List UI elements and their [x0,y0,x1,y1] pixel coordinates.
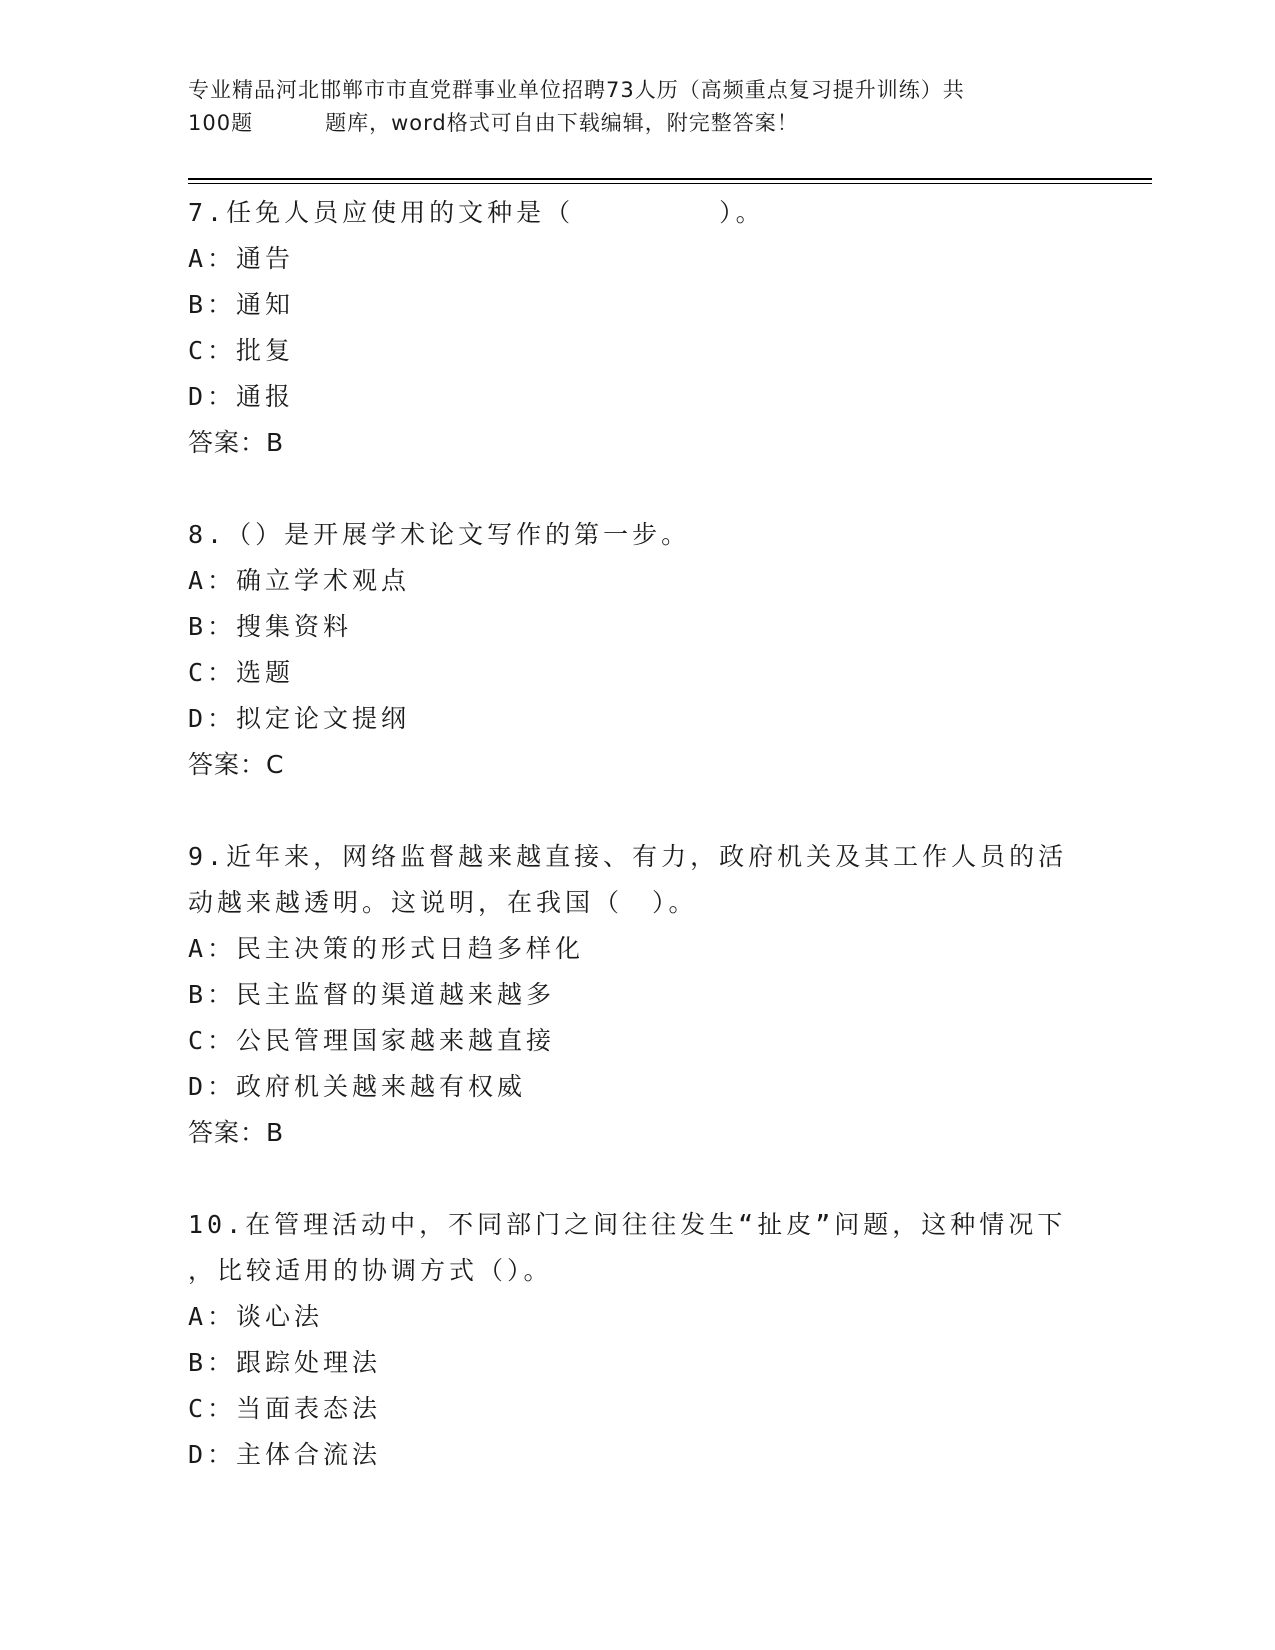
option-d: D：拟定论文提纲 [188,704,411,733]
option-b: B：搜集资料 [188,612,353,641]
header-description: 题库，word格式可自由下载编辑，附完整答案！ [325,111,799,135]
option-b: B：通知 [188,290,295,319]
question-stem: 10.在管理活动中，不同部门之间往往发生“扯皮”问题，这种情况下 [188,1210,1067,1239]
header-divider-thick [188,178,1152,180]
option-a: A：通告 [188,244,295,273]
question-stem: 9.近年来，网络监督越来越直接、有力，政府机关及其工作人员的活 [188,842,1068,871]
question-10 [188,1202,1088,1478]
header-line-1: 专业精品河北邯郸市市直党群事业单位招聘73人历（高频重点复习提升训练）共 [188,78,965,102]
answer: 答案：B [188,428,285,457]
option-c: C：批复 [188,336,295,365]
option-b: B：跟踪处理法 [188,1348,382,1377]
header-line-2 [188,107,1088,140]
option-a: A：确立学术观点 [188,566,411,595]
question-stem-continued: ，比较适用的协调方式（）。 [188,1256,553,1285]
option-d: D：政府机关越来越有权威 [188,1072,527,1101]
header-divider-thin [188,183,1152,184]
option-c: C：公民管理国家越来越直接 [188,1026,556,1055]
option-d: D：主体合流法 [188,1440,382,1469]
option-c: C：选题 [188,658,295,687]
option-a: A：民主决策的形式日趋多样化 [188,934,585,963]
option-d: D：通报 [188,382,295,411]
question-stem-continued: 动越来越透明。这说明，在我国（ ）。 [188,888,698,917]
question-7 [188,190,1088,466]
question-stem: 7.任免人员应使用的文种是（ ）。 [188,198,765,227]
question-stem: 8.（）是开展学术论文写作的第一步。 [188,520,691,549]
header-count: 100题 [188,111,254,135]
question-9 [188,834,1088,1156]
option-c: C：当面表态法 [188,1394,382,1423]
option-b: B：民主监督的渠道越来越多 [188,980,556,1009]
option-a: A：谈心法 [188,1302,324,1331]
document-header [188,74,1088,140]
question-8 [188,512,1088,788]
question-list [188,190,1088,1478]
answer: 答案：B [188,1118,285,1147]
answer: 答案：C [188,750,285,779]
